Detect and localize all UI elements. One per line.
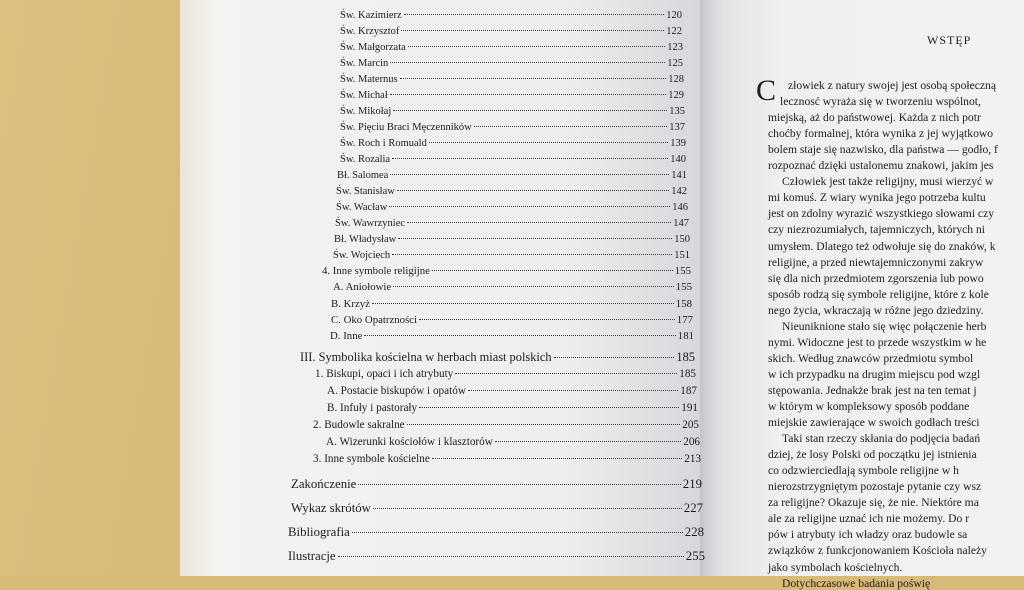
body-text-line: jako symbolach kościelnych. — [768, 560, 903, 574]
toc-entry-page: 151 — [674, 250, 690, 261]
toc-entry-title: III. Symbolika kościelna w herbach miast polskich — [300, 350, 552, 364]
body-text-line: za religijne? Okazuje się, że nie. Niektóre ma — [768, 496, 979, 510]
toc-entry-title: Św. Marcin — [340, 58, 389, 69]
body-text-line: się dla nich przedmiotem zgorszenia lub powo — [768, 271, 984, 285]
toc-entry-title: B. Krzyż — [331, 298, 370, 310]
toc-entry — [337, 170, 687, 181]
toc-entry-page: 135 — [669, 106, 685, 117]
toc-entry-title: Św. Stanisław — [336, 186, 395, 197]
toc-entry-page: 181 — [677, 330, 694, 342]
body-text-line: Taki stan rzeczy skłania do podjęcia badań — [782, 432, 981, 446]
toc-leader-dots — [393, 110, 667, 111]
toc-leader-dots — [390, 62, 665, 63]
toc-entry-page: 185 — [676, 350, 695, 364]
toc-entry — [340, 42, 683, 53]
toc-entry — [291, 501, 703, 516]
toc-entry-title: Bł. Władysław — [334, 234, 397, 245]
toc-entry — [326, 436, 700, 448]
toc-leader-dots — [400, 78, 667, 79]
toc-entry-page: 122 — [666, 26, 682, 37]
toc-entry — [327, 402, 698, 414]
toc-entry — [340, 90, 684, 101]
body-text-line: umysłem. Dlatego też odwołuje się do znaków, k — [768, 239, 996, 253]
toc-entry-title: D. Inne — [330, 330, 363, 342]
toc-entry-page: 139 — [670, 138, 686, 149]
toc-leader-dots — [389, 206, 670, 207]
toc-leader-dots — [455, 373, 677, 374]
toc-entry-title: 2. Budowle sakralne — [313, 419, 405, 431]
toc-entry-page: 228 — [684, 525, 704, 539]
toc-entry — [288, 549, 705, 564]
toc-entry-title: Bł. Salomea — [337, 170, 389, 181]
toc-entry-page: 129 — [668, 90, 684, 101]
toc-entry-page: 227 — [683, 501, 703, 515]
toc-entry — [340, 10, 682, 21]
drop-cap: C — [756, 74, 777, 107]
toc-entry-title: A. Aniołowie — [333, 281, 392, 293]
toc-leader-dots — [401, 30, 664, 31]
toc-entry — [340, 122, 685, 133]
toc-entry-title: Św. Michał — [340, 90, 388, 101]
intro-text — [722, 0, 1024, 590]
toc-entry-title: Św. Wacław — [336, 202, 388, 213]
toc-entry — [313, 453, 701, 465]
body-text-line: w ich przypadku na drugim miejscu pod wzgl — [768, 367, 981, 381]
toc-entry — [340, 106, 685, 117]
toc-entry-title: Św. Krzysztof — [340, 26, 400, 37]
toc-entry-title: Św. Kazimierz — [340, 10, 402, 21]
body-text-line: co odzwierciedlają symbole religijne w h — [768, 464, 959, 478]
toc-leader-dots — [392, 254, 672, 255]
toc-entry-page: 146 — [672, 202, 688, 213]
toc-entry-title: Św. Rozalia — [340, 154, 391, 165]
toc-entry-title: 4. Inne symbole religijne — [322, 265, 430, 277]
body-text-line: nego życia, wkraczają w różne jego dziedziny. — [768, 303, 984, 317]
toc-leader-dots — [398, 238, 672, 239]
toc-entry-page: 137 — [669, 122, 685, 133]
toc-leader-dots — [404, 14, 665, 15]
toc-entry-page: 205 — [682, 419, 699, 431]
body-text-line: czy niezrozumiałych, tajemniczych, których ni — [768, 223, 985, 237]
toc-entry — [333, 250, 690, 261]
body-text-line: Dotychczasowe badania poświę — [782, 576, 931, 590]
chapter-heading: WSTĘP — [927, 33, 972, 47]
toc-entry-title: 1. Biskupi, opaci i ich atrybuty — [315, 368, 454, 380]
toc-entry-page: 206 — [683, 436, 700, 448]
toc-entry-page: 191 — [681, 402, 698, 414]
toc-leader-dots — [407, 222, 671, 223]
toc-entry — [315, 368, 696, 380]
body-text-line: związków z funkcjonowaniem Kościoła należy — [768, 544, 987, 558]
toc-entry — [335, 218, 689, 229]
toc-leader-dots — [392, 158, 668, 159]
toc-entry — [291, 477, 702, 492]
toc-entry-page: 123 — [667, 42, 683, 53]
body-text-line: skich. Według znawców przedmiotu symbol — [768, 351, 974, 365]
toc-entry-page: 158 — [675, 298, 692, 310]
body-text-line: stępowania. Jednakże brak jest na ten temat j — [768, 383, 977, 397]
toc-leader-dots — [390, 94, 667, 95]
toc-entry-title: Św. Pięciu Braci Męczenników — [340, 122, 472, 133]
toc-entry-title: Bibliografia — [288, 525, 350, 539]
body-text-line: Człowiek jest także religijny, musi wierzyć w — [782, 175, 994, 189]
toc-leader-dots — [358, 484, 680, 485]
toc-entry — [330, 330, 694, 342]
toc-entry-title: A. Postacie biskupów i opatów — [327, 385, 466, 397]
body-text-line: dziej, że losy Polski od początku jej istnienia — [768, 448, 977, 462]
body-text-line: sposób rodzą się symbole religijne, które z kole — [768, 287, 989, 301]
body-text-line: rozpoznać dzięki ustalonemu znakowi, jakim jes — [768, 159, 994, 173]
toc-entry-page: 155 — [675, 281, 692, 293]
toc-entry — [288, 525, 704, 540]
toc-leader-dots — [474, 126, 668, 127]
toc-leader-dots — [393, 286, 674, 287]
toc-entry-page: 219 — [682, 477, 702, 491]
body-text-line: miejską, aż do państwowej. Każda z nich potr — [768, 111, 981, 125]
toc-entry — [340, 154, 686, 165]
toc-entry-title: Św. Roch i Romuald — [340, 138, 427, 149]
body-text-line: pów i atrybuty ich władzy oraz budowle sa — [768, 528, 968, 542]
toc-leader-dots — [408, 46, 665, 47]
toc-leader-dots — [432, 458, 682, 459]
toc-entry-page: 177 — [676, 314, 693, 326]
toc-leader-dots — [554, 357, 675, 358]
toc-entry-page: 155 — [674, 265, 691, 277]
toc-entry-page: 125 — [667, 58, 683, 69]
toc-entry — [340, 26, 682, 37]
toc-entry — [336, 186, 687, 197]
toc-entry-title: Św. Wawrzyniec — [335, 218, 406, 229]
toc-entry-title: 3. Inne symbole kościelne — [313, 453, 430, 465]
toc-entry-page: 185 — [679, 368, 696, 380]
toc-leader-dots — [373, 508, 682, 509]
toc-entry-page: 213 — [684, 453, 701, 465]
right-page — [722, 0, 1024, 590]
toc-entry — [334, 234, 690, 245]
toc-entry — [313, 419, 699, 431]
toc-entry-title: B. Infuły i pastorały — [327, 402, 418, 414]
toc-entry-page: 255 — [685, 549, 705, 563]
toc-leader-dots — [468, 390, 678, 391]
toc-leader-dots — [419, 319, 675, 320]
toc-entry-title: Zakończenie — [291, 477, 357, 491]
toc-entry-title: Ilustracje — [288, 549, 336, 563]
body-text-line: lecznosć wyraża się w tworzeniu wspólnot, — [780, 95, 981, 109]
toc-leader-dots — [364, 335, 675, 336]
body-text-line: złowiek z natury swojej jest osobą społeczną — [788, 79, 996, 92]
toc-entry-title: Św. Maternus — [340, 74, 398, 85]
toc-entry-title: Św. Mikołaj — [340, 106, 392, 117]
body-text-line: mi komuś. Z wiary wynika jego potrzeba kultu — [768, 191, 986, 205]
body-text-line: nymi. Widoczne jest to przede wszystkim w he — [768, 335, 987, 349]
body-text-line: miejskie zawierające w swoich godłach treści — [768, 416, 980, 430]
toc-entry-page: 140 — [670, 154, 686, 165]
body-text-line: Nieuniknione stało się więc połączenie herb — [782, 319, 987, 333]
toc-entry-page: 187 — [680, 385, 697, 397]
toc-entry-page: 141 — [671, 170, 687, 181]
toc-entry-title: A. Wizerunki kościołów i klasztorów — [326, 436, 493, 448]
toc-entry-page: 128 — [668, 74, 684, 85]
toc-entry-title: Wykaz skrótów — [291, 501, 371, 515]
toc-entry — [331, 298, 692, 310]
toc-entry — [322, 265, 691, 277]
body-text-line: ale za religijne uznać ich nie możemy. Do r — [768, 512, 970, 526]
toc-entry-title: Św. Wojciech — [333, 250, 391, 261]
toc-leader-dots — [338, 556, 684, 557]
toc-leader-dots — [352, 532, 683, 533]
body-text-line: choćby formalnej, która wynika z jej wyjątkowo — [768, 127, 994, 141]
body-text-line: jest on zdolny wyrazić wszystkiego słowami czy — [768, 207, 995, 221]
toc-entry — [340, 138, 686, 149]
toc-entry — [340, 58, 683, 69]
toc-entry-page: 142 — [671, 186, 687, 197]
toc-entry-page: 120 — [666, 10, 682, 21]
toc-leader-dots — [407, 424, 681, 425]
toc-entry — [333, 281, 692, 293]
toc-leader-dots — [429, 142, 668, 143]
toc-entry — [300, 350, 695, 365]
toc-entry — [340, 74, 684, 85]
toc-leader-dots — [432, 270, 673, 271]
toc-leader-dots — [372, 303, 674, 304]
body-text-line: religijne, a przed niewtajemniczonymi zakryw — [768, 255, 984, 269]
toc-leader-dots — [390, 174, 669, 175]
toc-entry — [336, 202, 688, 213]
toc-leader-dots — [419, 407, 679, 408]
toc-entry-title: C. Oko Opatrzności — [331, 314, 418, 326]
body-text-line: w którym w kompleksowy sposób poddane — [768, 400, 970, 413]
toc-entry — [327, 385, 697, 397]
toc-entry — [331, 314, 693, 326]
body-text-line: bolem staje się nazwisko, dla państwa — godło, f — [768, 143, 998, 157]
body-text-line: nierozstrzygniętym pozostaje pytanie czy wsz — [768, 480, 982, 494]
toc-entry-title: Św. Małgorzata — [340, 42, 406, 53]
toc-entry-page: 150 — [674, 234, 690, 245]
toc-leader-dots — [495, 441, 681, 442]
toc-entry-page: 147 — [673, 218, 689, 229]
toc-leader-dots — [397, 190, 669, 191]
